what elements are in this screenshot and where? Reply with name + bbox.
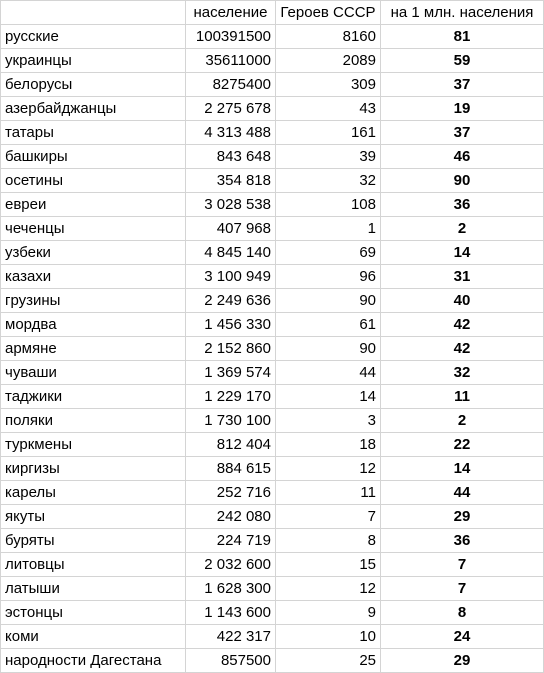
table-row <box>1 409 544 433</box>
cell-ratio[interactable]: 7 <box>381 577 544 601</box>
table-row <box>1 73 544 97</box>
table-row <box>1 265 544 289</box>
cell-population[interactable]: 4 845 140 <box>186 241 276 265</box>
table-row <box>1 649 544 673</box>
table-body <box>1 1 544 673</box>
cell-ratio[interactable]: 36 <box>381 193 544 217</box>
cell-population[interactable]: 1 730 100 <box>186 409 276 433</box>
cell-heroes[interactable]: 2089 <box>276 49 381 73</box>
table-row <box>1 457 544 481</box>
cell-population[interactable]: 354 818 <box>186 169 276 193</box>
cell-nationality[interactable]: осетины <box>1 169 186 193</box>
cell-ratio[interactable]: 8 <box>381 601 544 625</box>
cell-population[interactable]: 2 032 600 <box>186 553 276 577</box>
table-row <box>1 25 544 49</box>
cell-nationality[interactable]: народности Дагестана <box>1 649 186 673</box>
cell-population[interactable]: 843 648 <box>186 145 276 169</box>
cell-heroes[interactable]: 44 <box>276 361 381 385</box>
cell-population[interactable]: 2 249 636 <box>186 289 276 313</box>
cell-population[interactable]: 8275400 <box>186 73 276 97</box>
cell-population[interactable]: 1 456 330 <box>186 313 276 337</box>
cell-ratio[interactable]: 37 <box>381 73 544 97</box>
cell-heroes[interactable]: 14 <box>276 385 381 409</box>
cell-ratio[interactable]: 42 <box>381 337 544 361</box>
table-row <box>1 169 544 193</box>
cell-nationality[interactable]: эстонцы <box>1 601 186 625</box>
cell-ratio[interactable]: 59 <box>381 49 544 73</box>
cell-heroes[interactable]: 161 <box>276 121 381 145</box>
cell-population[interactable]: 100391500 <box>186 25 276 49</box>
table-row <box>1 361 544 385</box>
cell-population[interactable]: 1 229 170 <box>186 385 276 409</box>
cell-population[interactable]: 35611000 <box>186 49 276 73</box>
cell-ratio[interactable]: 42 <box>381 313 544 337</box>
table-row <box>1 313 544 337</box>
cell-nationality[interactable]: украинцы <box>1 49 186 73</box>
cell-ratio[interactable]: 37 <box>381 121 544 145</box>
table-row <box>1 577 544 601</box>
cell-population[interactable]: 407 968 <box>186 217 276 241</box>
cell-nationality[interactable]: поляки <box>1 409 186 433</box>
cell-ratio[interactable]: 90 <box>381 169 544 193</box>
cell-heroes[interactable]: 7 <box>276 505 381 529</box>
table-row <box>1 385 544 409</box>
table-row <box>1 97 544 121</box>
cell-nationality[interactable]: армяне <box>1 337 186 361</box>
cell-nationality[interactable]: литовцы <box>1 553 186 577</box>
table-row <box>1 241 544 265</box>
cell-ratio[interactable]: 24 <box>381 625 544 649</box>
cell-ratio[interactable]: 22 <box>381 433 544 457</box>
cell-nationality[interactable]: латыши <box>1 577 186 601</box>
cell-ratio[interactable]: 14 <box>381 457 544 481</box>
cell-heroes[interactable]: 3 <box>276 409 381 433</box>
table-row <box>1 553 544 577</box>
cell-nationality[interactable]: белорусы <box>1 73 186 97</box>
cell-population[interactable]: 242 080 <box>186 505 276 529</box>
cell-ratio[interactable]: 29 <box>381 649 544 673</box>
cell-population[interactable]: 1 143 600 <box>186 601 276 625</box>
header-cell-population[interactable]: население <box>186 1 276 25</box>
cell-nationality[interactable]: русские <box>1 25 186 49</box>
cell-nationality[interactable]: узбеки <box>1 241 186 265</box>
header-cell-name[interactable] <box>1 1 186 25</box>
cell-population[interactable]: 252 716 <box>186 481 276 505</box>
cell-population[interactable]: 812 404 <box>186 433 276 457</box>
table-row <box>1 217 544 241</box>
cell-heroes[interactable]: 61 <box>276 313 381 337</box>
cell-nationality[interactable]: башкиры <box>1 145 186 169</box>
cell-heroes[interactable]: 8 <box>276 529 381 553</box>
header-row <box>1 1 544 25</box>
cell-population[interactable]: 4 313 488 <box>186 121 276 145</box>
cell-ratio[interactable]: 44 <box>381 481 544 505</box>
table-row <box>1 337 544 361</box>
cell-heroes[interactable]: 12 <box>276 457 381 481</box>
cell-population[interactable]: 1 628 300 <box>186 577 276 601</box>
cell-nationality[interactable]: евреи <box>1 193 186 217</box>
cell-population[interactable]: 224 719 <box>186 529 276 553</box>
cell-ratio[interactable]: 11 <box>381 385 544 409</box>
cell-heroes[interactable]: 10 <box>276 625 381 649</box>
cell-heroes[interactable]: 18 <box>276 433 381 457</box>
cell-ratio[interactable]: 81 <box>381 25 544 49</box>
header-cell-heroes[interactable]: Героев СССР <box>276 1 381 25</box>
cell-nationality[interactable]: буряты <box>1 529 186 553</box>
cell-heroes[interactable]: 69 <box>276 241 381 265</box>
cell-ratio[interactable]: 46 <box>381 145 544 169</box>
cell-nationality[interactable]: татары <box>1 121 186 145</box>
table-row <box>1 49 544 73</box>
cell-nationality[interactable]: чуваши <box>1 361 186 385</box>
cell-heroes[interactable]: 32 <box>276 169 381 193</box>
header-cell-ratio[interactable]: на 1 млн. населения <box>381 1 544 25</box>
cell-heroes[interactable]: 8160 <box>276 25 381 49</box>
cell-heroes[interactable]: 12 <box>276 577 381 601</box>
cell-population[interactable]: 2 152 860 <box>186 337 276 361</box>
cell-population[interactable]: 3 100 949 <box>186 265 276 289</box>
table-row <box>1 529 544 553</box>
cell-heroes[interactable]: 108 <box>276 193 381 217</box>
table-row <box>1 193 544 217</box>
cell-nationality[interactable]: коми <box>1 625 186 649</box>
cell-heroes[interactable]: 15 <box>276 553 381 577</box>
cell-heroes[interactable]: 25 <box>276 649 381 673</box>
cell-heroes[interactable]: 11 <box>276 481 381 505</box>
table-row <box>1 505 544 529</box>
cell-ratio[interactable]: 2 <box>381 217 544 241</box>
cell-heroes[interactable]: 43 <box>276 97 381 121</box>
cell-heroes[interactable]: 96 <box>276 265 381 289</box>
cell-population[interactable]: 857500 <box>186 649 276 673</box>
cell-nationality[interactable]: азербайджанцы <box>1 97 186 121</box>
cell-ratio[interactable]: 31 <box>381 265 544 289</box>
cell-ratio[interactable]: 36 <box>381 529 544 553</box>
table-row <box>1 625 544 649</box>
cell-ratio[interactable]: 40 <box>381 289 544 313</box>
cell-nationality[interactable]: киргизы <box>1 457 186 481</box>
cell-population[interactable]: 884 615 <box>186 457 276 481</box>
cell-heroes[interactable]: 9 <box>276 601 381 625</box>
cell-ratio[interactable]: 7 <box>381 553 544 577</box>
table-row <box>1 433 544 457</box>
cell-heroes[interactable]: 1 <box>276 217 381 241</box>
cell-population[interactable]: 422 317 <box>186 625 276 649</box>
cell-heroes[interactable]: 90 <box>276 289 381 313</box>
cell-ratio[interactable]: 29 <box>381 505 544 529</box>
cell-heroes[interactable]: 39 <box>276 145 381 169</box>
cell-population[interactable]: 2 275 678 <box>186 97 276 121</box>
cell-nationality[interactable]: карелы <box>1 481 186 505</box>
cell-nationality[interactable]: мордва <box>1 313 186 337</box>
table-row <box>1 601 544 625</box>
table-row <box>1 121 544 145</box>
cell-nationality[interactable]: казахи <box>1 265 186 289</box>
cell-ratio[interactable]: 14 <box>381 241 544 265</box>
table-row <box>1 145 544 169</box>
cell-nationality[interactable]: чеченцы <box>1 217 186 241</box>
cell-heroes[interactable]: 309 <box>276 73 381 97</box>
cell-population[interactable]: 1 369 574 <box>186 361 276 385</box>
cell-nationality[interactable]: таджики <box>1 385 186 409</box>
cell-nationality[interactable]: якуты <box>1 505 186 529</box>
table-row <box>1 289 544 313</box>
cell-heroes[interactable]: 90 <box>276 337 381 361</box>
cell-population[interactable]: 3 028 538 <box>186 193 276 217</box>
table-row <box>1 481 544 505</box>
cell-ratio[interactable]: 2 <box>381 409 544 433</box>
cell-ratio[interactable]: 32 <box>381 361 544 385</box>
cell-nationality[interactable]: грузины <box>1 289 186 313</box>
cell-ratio[interactable]: 19 <box>381 97 544 121</box>
cell-nationality[interactable]: туркмены <box>1 433 186 457</box>
